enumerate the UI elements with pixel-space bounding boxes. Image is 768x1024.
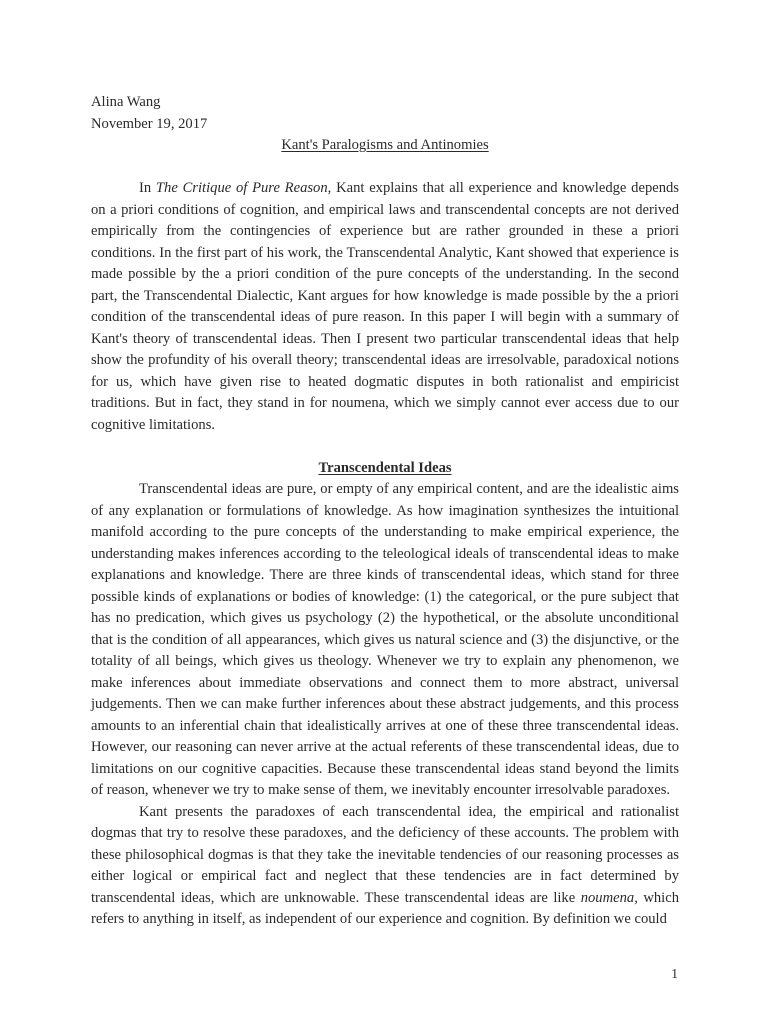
document-title: Kant's Paralogisms and Antinomies: [281, 137, 489, 153]
book-title: The Critique of Pure Reason: [155, 180, 328, 196]
document-body: [91, 92, 679, 931]
intro-paragraph: [91, 178, 679, 436]
section-heading: Transcendental Ideas: [318, 459, 452, 476]
paragraph-2-before: Kant presents the paradoxes of each transcendental idea, the empirical and rationalist dogmas that try to resolve these paradoxes, and the deficiency of these accounts. The problem with these philosophical dogmas is that they take the inevitable tendencies of our reasoning processes as either logical or empirical fact and neglect that these tendencies are in fact determined by transcendental ideas, which are unknowable. These transcendental ideas are like: [91, 803, 679, 906]
page-number: 1: [671, 966, 678, 981]
document-date: November 19, 2017: [91, 115, 208, 132]
paragraph-2-after: , which refers to anything in itself, as independent of our experience and cognition. By definition we could: [91, 889, 679, 927]
intro-prefix: In: [139, 180, 156, 196]
noumena-term: noumena: [580, 889, 635, 906]
section-paragraph-2: [91, 802, 679, 931]
section-paragraph-1: Transcendental ideas are pure, or empty of any empirical content, and are the idealistic aims of any explanation or formulations of knowledge. As how imagination synthesizes the intuitional manifold according to the pure concepts of the understanding to make empirical experience, the understanding makes inferences according to the teleological ideals of transcendental ideas to make explanations and knowledge. There are three kinds of transcendental ideas, which stand for three possible kinds of explanations or bodies of knowledge: (1) the categorical, or the pure subject that has no predication, which gives us psychology (2) the hypothetical, or the absolute unconditional that is the condition of all appearances, which gives us natural science and (3) the disjunctive, or the totality of all beings, which gives us theology. Whenever we try to explain any phenomenon, we make inferences about immediate observations and connect them to more abstract, universal judgements. Then we can make further inferences about these abstract judgements, and this process amounts to an inferential chain that idealistically arrives at one of these three transcendental ideas. However, our reasoning can never arrive at the actual referents of these transcendental ideas, due to limitations on our cognitive capacities. Because these transcendental ideas stand beyond the limits of reason, whenever we try to make sense of them, we inevitably encounter irresolvable paradoxes.: [91, 481, 679, 798]
intro-body: , Kant explains that all experience and knowledge depends on a priori conditions of cognition, and empirical laws and transcendental concepts are not derived empirically from the contingencies of experience but are rather grounded in these a priori conditions. In the first part of his work, the Transcendental Analytic, Kant showed that experience is made possible by the a priori condition of the pure concepts of the understanding. In the second part, the Transcendental Dialectic, Kant argues for how knowledge is made possible by the a priori condition of the transcendental ideas of pure reason. In this paper I will begin with a summary of Kant's theory of transcendental ideas. Then I present two particular transcendental ideas that help show the profundity of his overall theory; transcendental ideas are irresolvable, paradoxical notions for us, which have given rise to heated dogmatic disputes in both rationalist and empiricist traditions. But in fact, they stand in for noumena, which we simply cannot ever access due to our cognitive limitations.: [91, 180, 679, 433]
author-name: Alina Wang: [91, 94, 161, 110]
